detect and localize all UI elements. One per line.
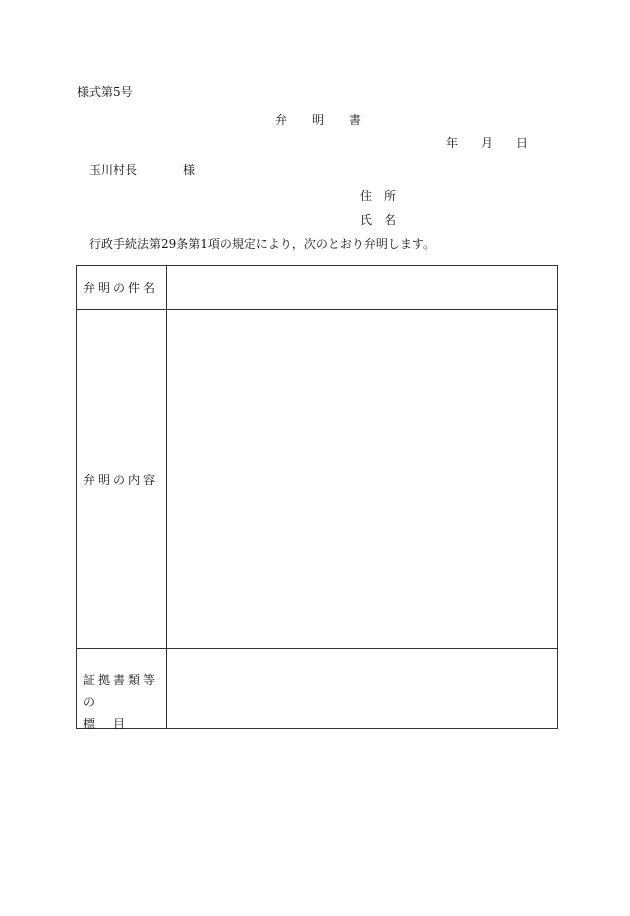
date-day: 日 bbox=[516, 136, 529, 150]
title-char: 弁 bbox=[275, 113, 288, 127]
date-month: 月 bbox=[481, 136, 494, 150]
explanation-form-table bbox=[76, 265, 558, 729]
evidence-label-line1: 証拠書類等の bbox=[83, 673, 159, 709]
address-label: 住 所 bbox=[360, 189, 397, 203]
date-line bbox=[446, 137, 551, 149]
table-row-content bbox=[77, 310, 557, 649]
form-number: 様式第5号 bbox=[77, 85, 133, 99]
content-field[interactable] bbox=[167, 310, 557, 648]
title-char: 書 bbox=[349, 113, 362, 127]
addressee-honorific: 様 bbox=[183, 163, 196, 177]
date-year: 年 bbox=[446, 136, 459, 150]
name-label: 氏 名 bbox=[360, 213, 397, 227]
subject-label: 弁明の件名 bbox=[77, 266, 167, 309]
evidence-label-line2: 標 目 bbox=[83, 717, 129, 731]
content-label: 弁明の内容 bbox=[77, 310, 167, 648]
table-row-subject bbox=[77, 266, 557, 310]
document-title bbox=[275, 114, 386, 126]
statement-text: 行政手続法第29条第1項の規定により，次のとおり弁明します。 bbox=[89, 237, 435, 251]
addressee bbox=[89, 164, 195, 176]
addressee-name: 玉川村長 bbox=[89, 163, 138, 177]
table-row-evidence bbox=[77, 649, 557, 729]
evidence-field[interactable] bbox=[167, 649, 557, 729]
title-char: 明 bbox=[312, 113, 325, 127]
subject-field[interactable] bbox=[167, 266, 557, 309]
evidence-label bbox=[77, 649, 167, 729]
